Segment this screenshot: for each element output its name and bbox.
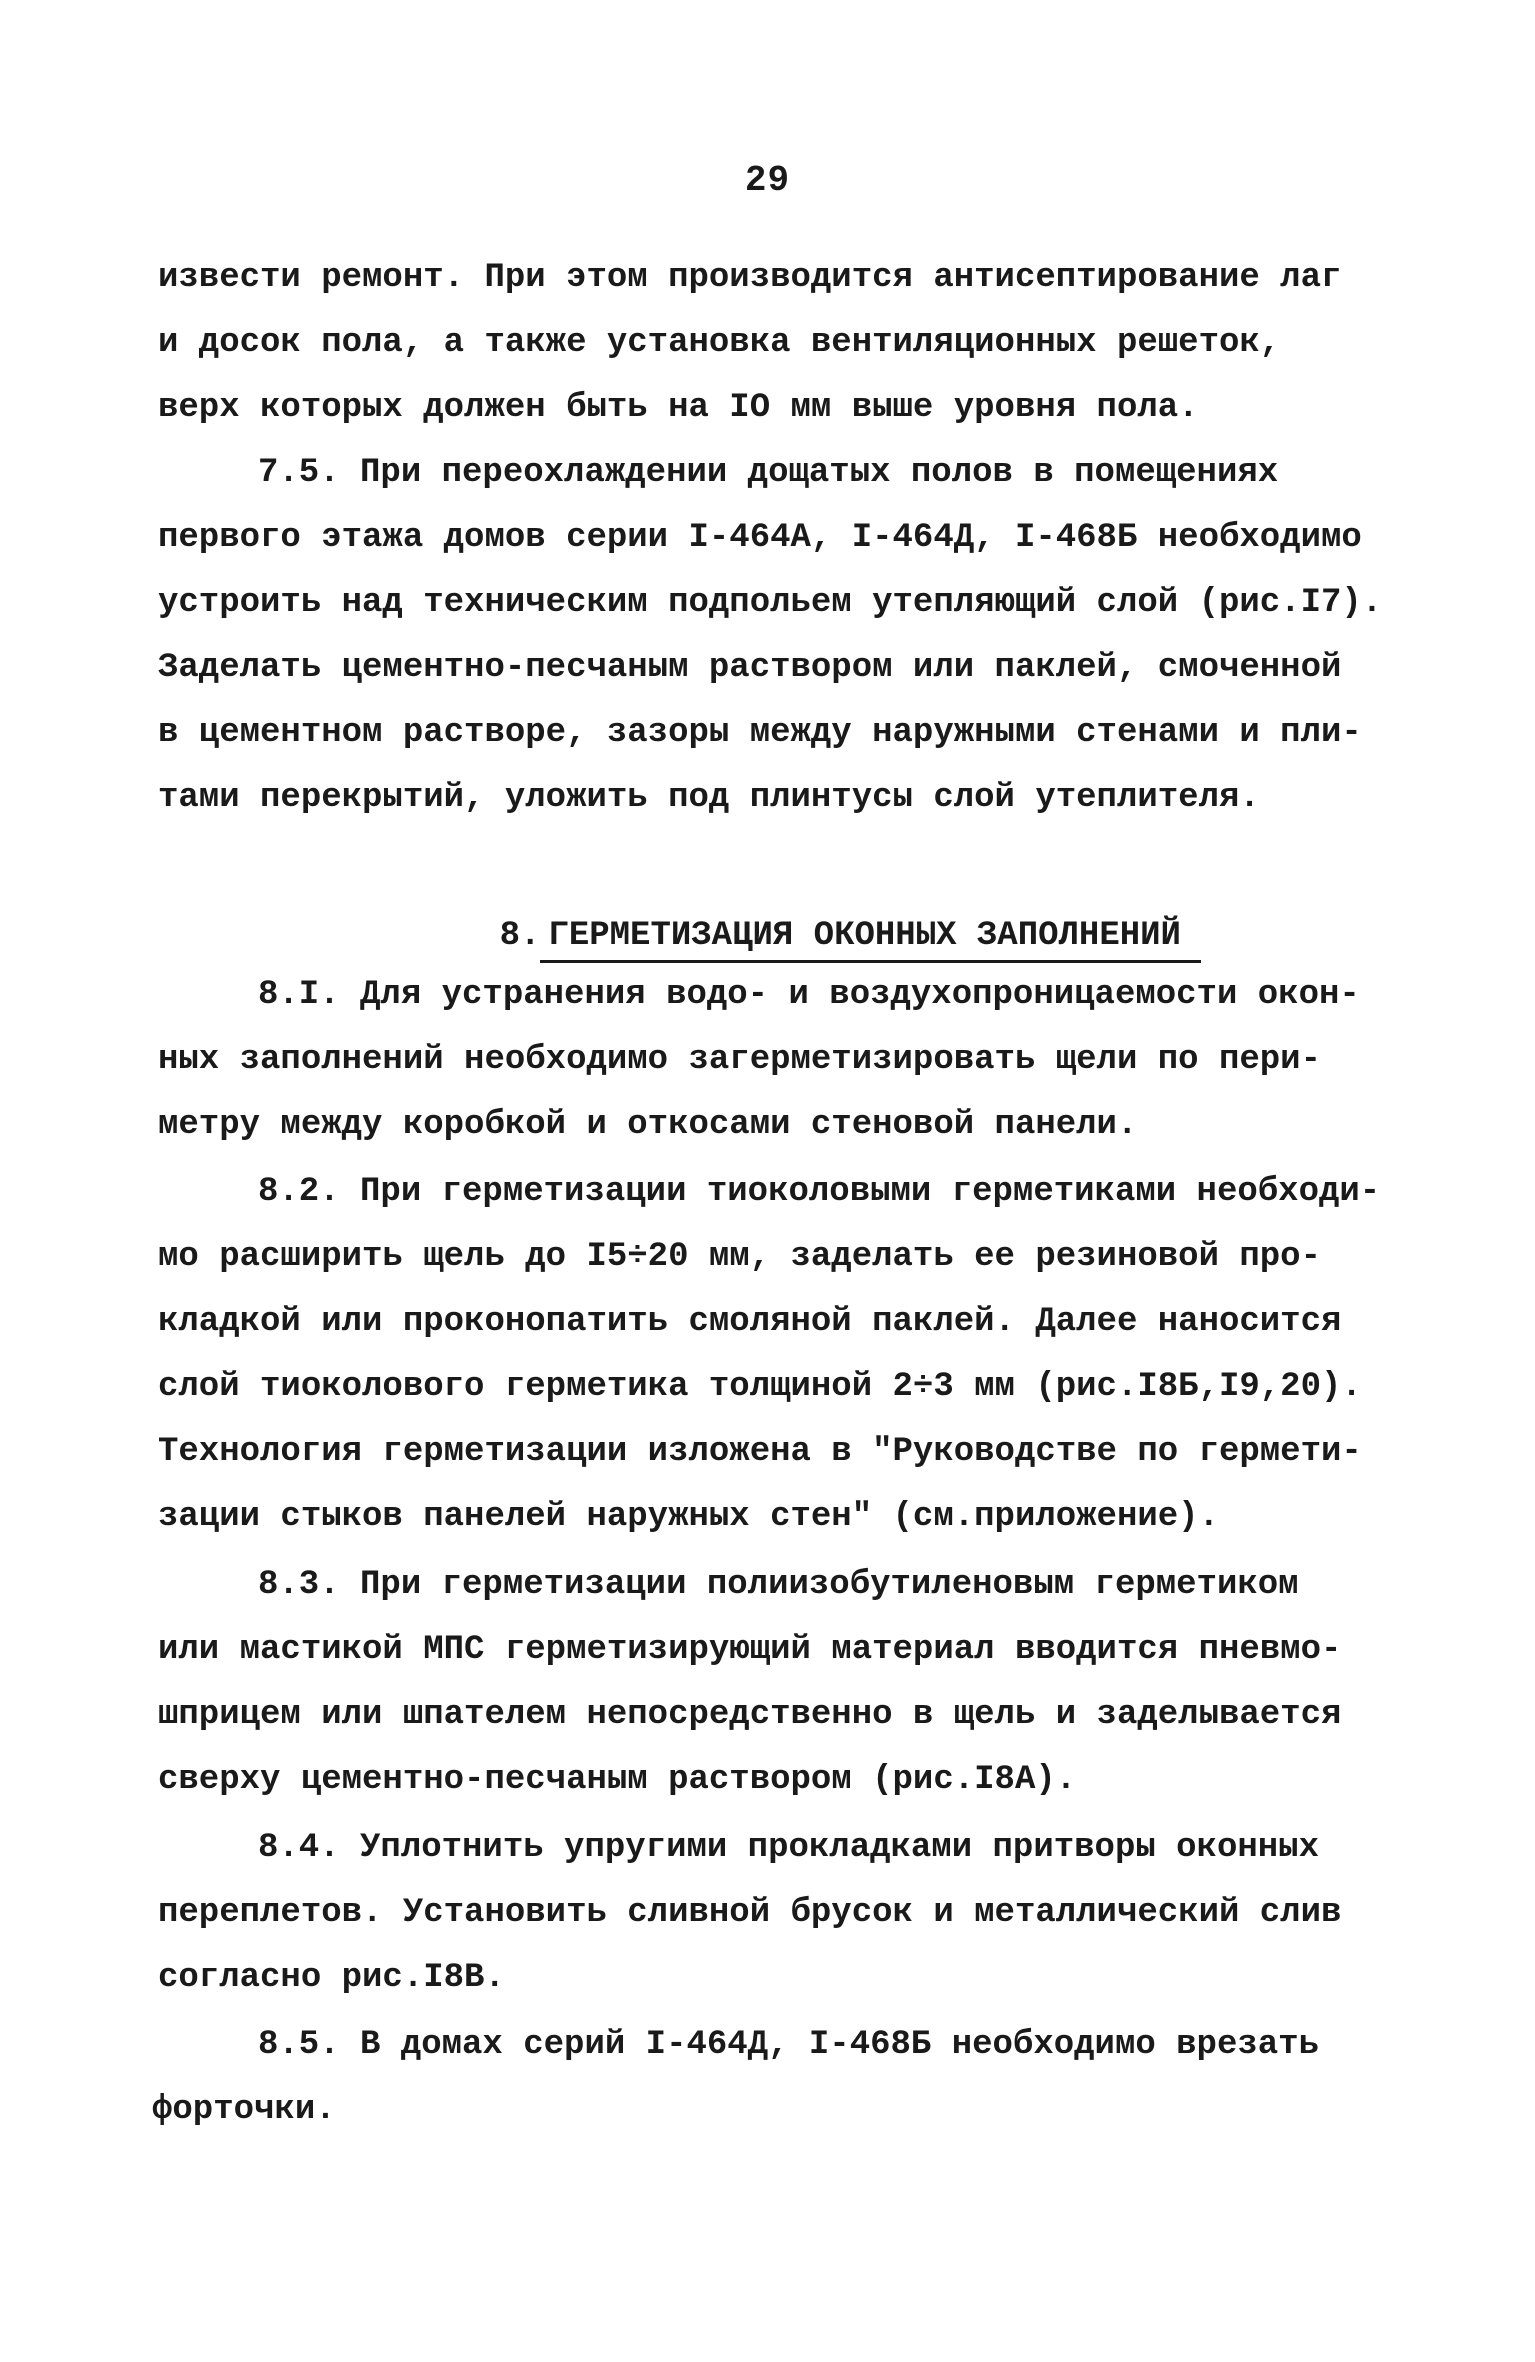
text-line: шприцем или шпателем непосредственно в щель и заделывается: [158, 1696, 1342, 1734]
text-line: сверху цементно-песчаным раствором (рис.I8А).: [158, 1761, 1077, 1799]
text-line: 8.4. Уплотнить упругими прокладками притворы оконных: [258, 1829, 1319, 1867]
text-line: 8.5. В домах серий I-464Д, I-468Б необходимо врезать: [258, 2026, 1319, 2064]
text-line: метру между коробкой и откосами стеновой панели.: [158, 1106, 1138, 1144]
text-line: Заделать цементно-песчаным раствором или паклей, смоченной: [158, 649, 1342, 687]
text-line: мо расширить щель до I5÷20 мм, заделать ее резиновой про-: [158, 1238, 1321, 1276]
text-line: слой тиоколового герметика толщиной 2÷3 мм (рис.I8Б,I9,20).: [158, 1368, 1362, 1406]
text-line: 7.5. При переохлаждении дощатых полов в помещениях: [258, 454, 1279, 492]
text-line: верх которых должен быть на IO мм выше уровня пола.: [158, 389, 1199, 427]
section-heading-number: 8.: [499, 917, 541, 955]
text-line: Технология герметизации изложена в "Руководстве по гермети-: [158, 1433, 1362, 1471]
text-line: форточки.: [152, 2091, 336, 2129]
text-line: кладкой или проконопатить смоляной паклей. Далее наносится: [158, 1303, 1342, 1341]
text-line: 8.2. При герметизации тиоколовыми герметиками необходи-: [258, 1173, 1381, 1211]
text-line: переплетов. Установить сливной брусок и металлический слив: [158, 1894, 1342, 1932]
text-line: извести ремонт. При этом производится антисептирование лаг: [158, 259, 1342, 297]
section-heading-title: ГЕРМЕТИЗАЦИЯ ОКОННЫХ ЗАПОЛНЕНИЙ: [540, 916, 1201, 963]
text-line: зации стыков панелей наружных стен" (см.приложение).: [158, 1498, 1219, 1536]
text-line: согласно рис.I8В.: [158, 1959, 505, 1997]
page-number: 29: [744, 160, 791, 201]
text-line: первого этажа домов серии I-464А, I-464Д, I-468Б необходимо: [158, 519, 1362, 557]
text-line: ных заполнений необходимо загерметизировать щели по пери-: [158, 1041, 1321, 1079]
text-line: в цементном растворе, зазоры между наружными стенами и пли-: [158, 714, 1362, 752]
text-line: и досок пола, а также установка вентиляционных решеток,: [158, 324, 1281, 362]
text-line: устроить над техническим подпольем утепляющий слой (рис.I7).: [158, 584, 1383, 622]
text-line: или мастикой МПС герметизирующий материал вводится пневмо-: [158, 1631, 1342, 1669]
text-line: 8.3. При герметизации полиизобутиленовым герметиком: [258, 1566, 1299, 1604]
text-line: тами перекрытий, уложить под плинтусы слой утеплителя.: [158, 779, 1260, 817]
text-line: 8.I. Для устранения водо- и воздухопроницаемости окон-: [258, 976, 1360, 1014]
